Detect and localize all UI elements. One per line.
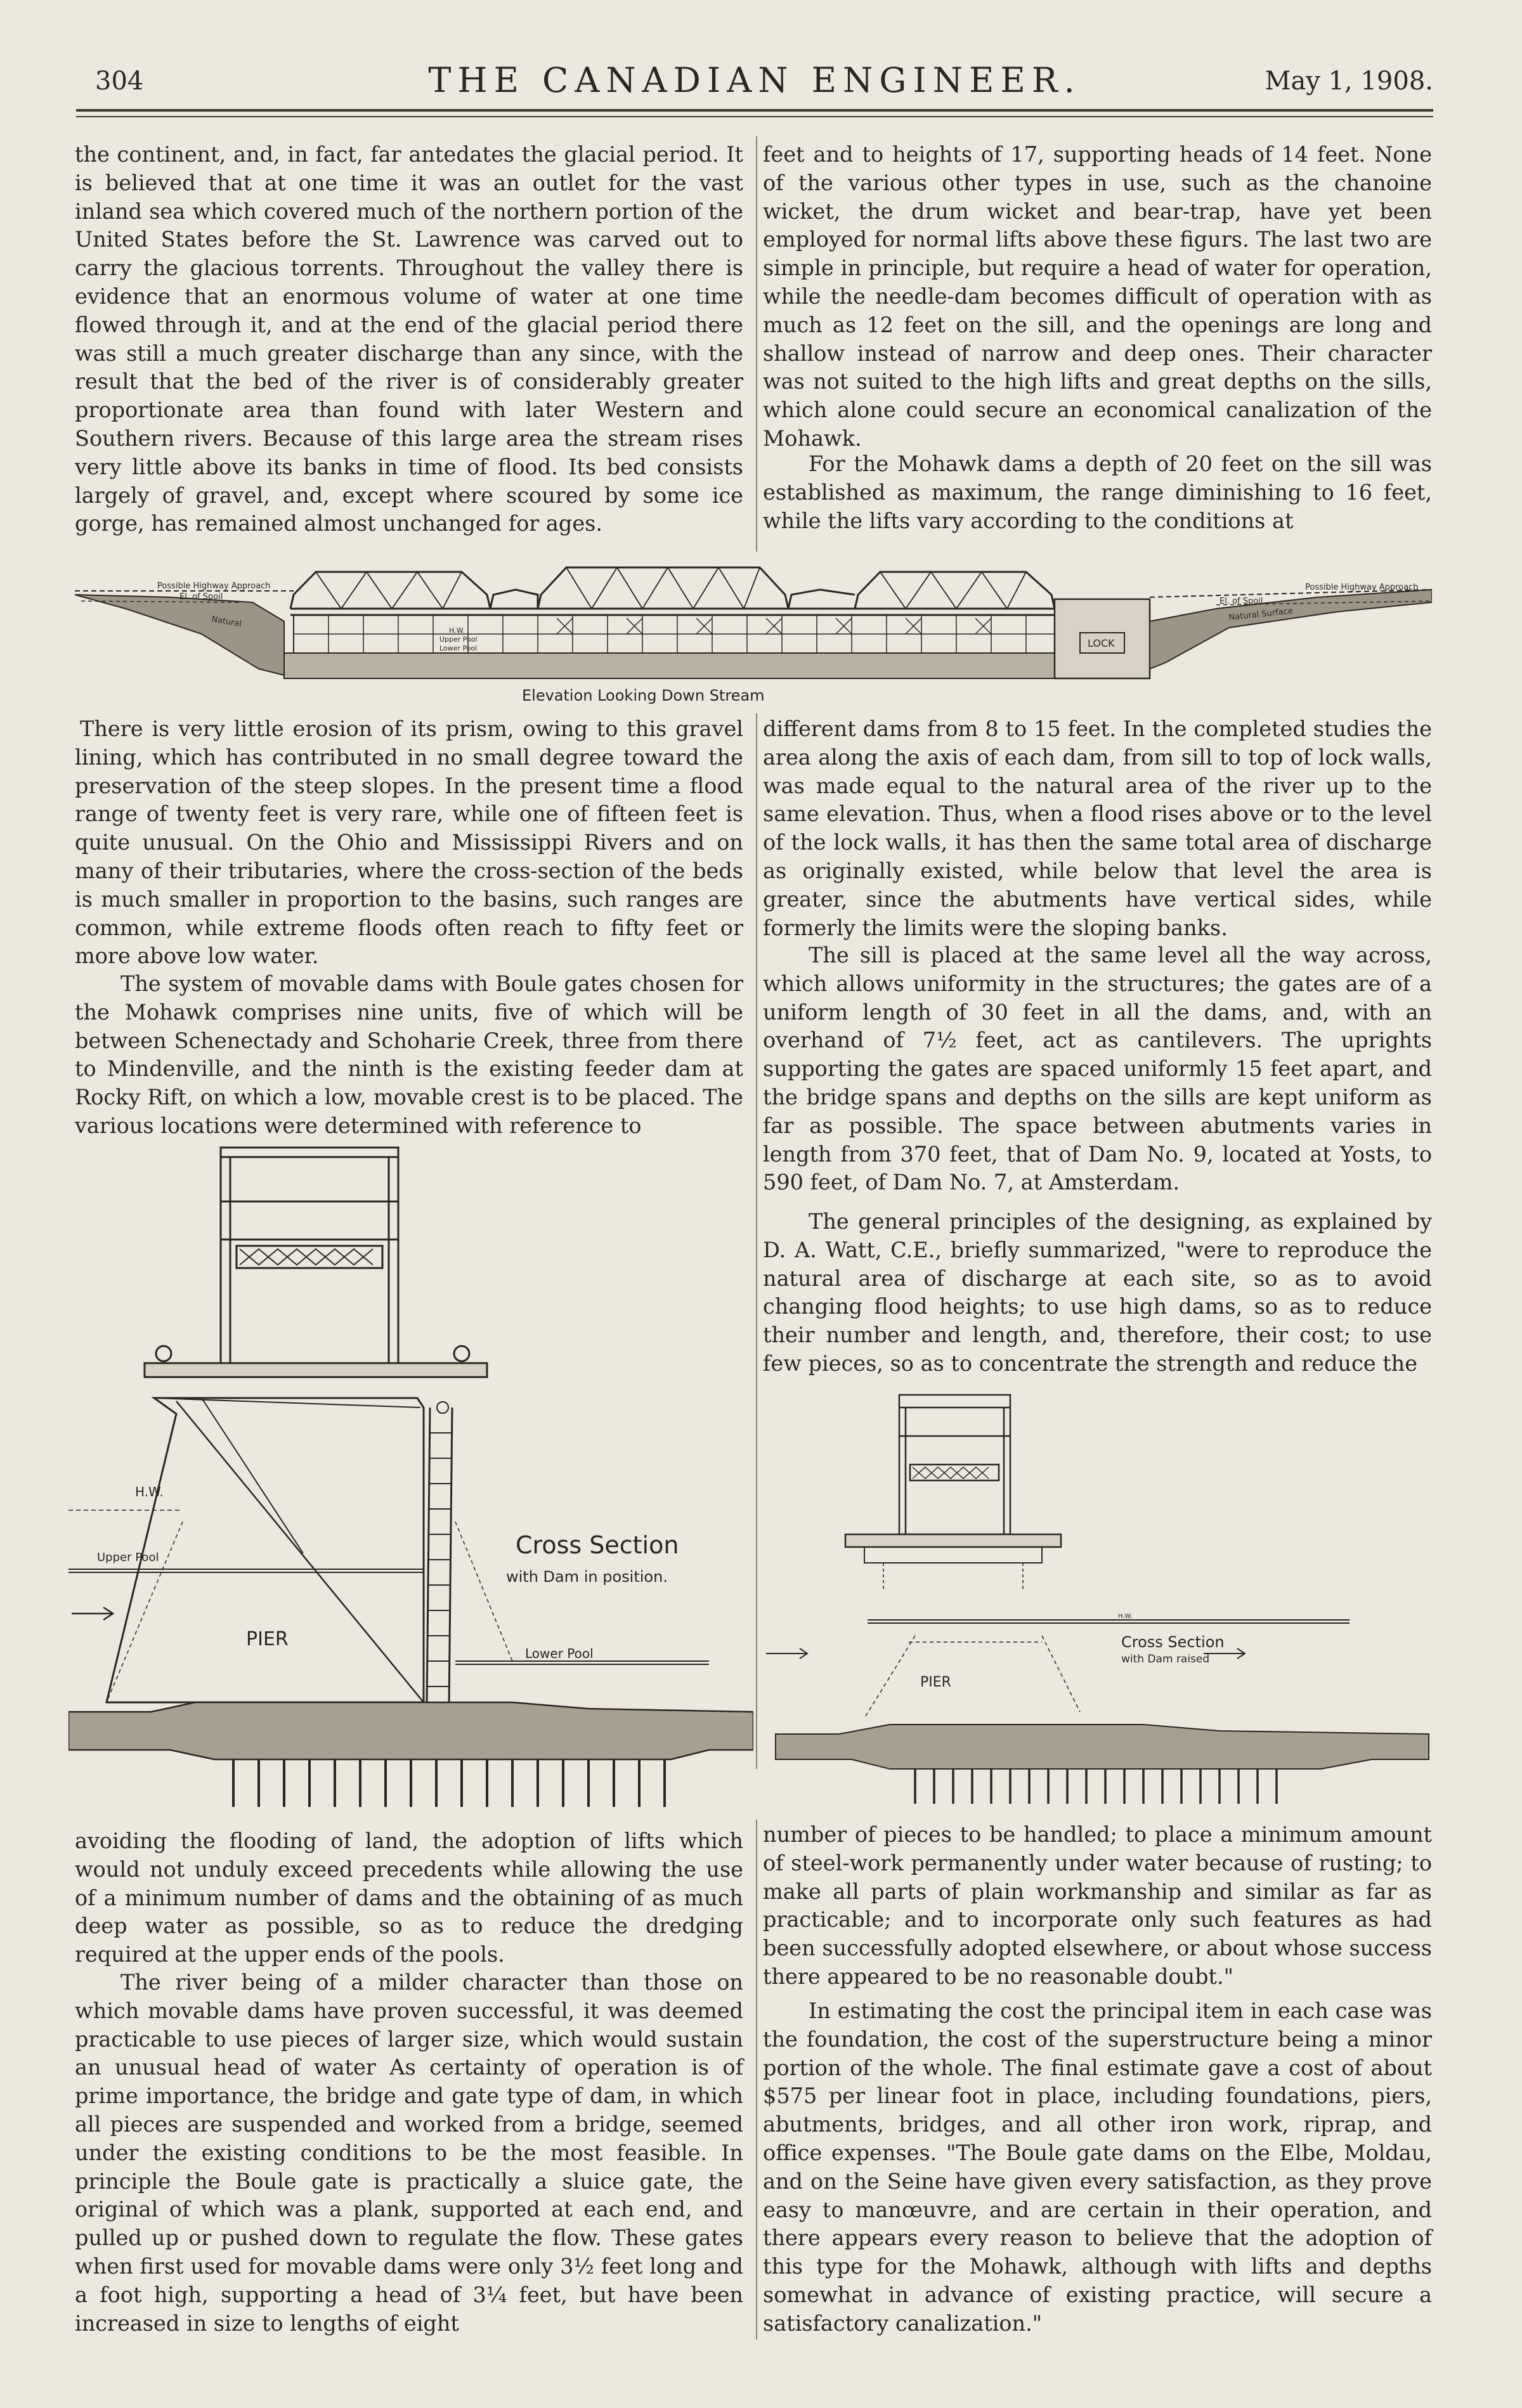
cross-section-dam-in-position-figure (68, 1141, 753, 1813)
right-highway-label: Possible Highway Approach (1305, 583, 1419, 592)
page-header (76, 60, 1433, 105)
elevation-caption: Elevation Looking Down Stream (522, 687, 765, 704)
col2-bottom-paragraph-1: number of pieces to be handled; to place a minimum amount of steel-work permanently under water because of rusting; to make all parts of plain workmanship and similar as far as practicable; and to incorporate only such features as had been successfully adopted elsewhere, or about whose success there appeared to be no reasonable doubt." (763, 1822, 1432, 1989)
col1-mid-paragraph-1: There is very little erosion of its prism, owing to this gravel lining, which has contributed in no small degree toward the preservation of the steep slopes. In the present time a flood range of twenty feet is very rare, while one of fifteen feet is quite unusual. On the Ohio and Mississippi Rivers and on many of their tributaries, where the cross-section of the beds is much smaller in proportion to the basins, such ranges are common, while extreme floods often reach to fifty feet or more above low water. (75, 716, 743, 969)
col2-mid-paragraph-2: The sill is placed at the same level all the way across, which allows uniformity in the structures; the gates are of a uniform length of 30 feet in all the dams, and, with an overhand of 7½ feet, act as cantilevers. The uprights supporting the gates are spaced uniformly 15 feet apart, and the bridge spans and depths on the sills are kept uniform as far as possible. The space between abutments varies in length from 370 feet, that of Dam No. 9, located at Yosts, to 590 feet, of Dam No. 7, at Amsterdam. (763, 943, 1432, 1195)
elevation-figure (75, 558, 1432, 710)
column-divider (756, 136, 757, 552)
cs2-title: Cross Section (1121, 1633, 1225, 1651)
cs1-upper-pool-label: Upper Pool (97, 1551, 159, 1564)
elev-hw-label: H.W. (449, 626, 465, 635)
col1-top-paragraph: the continent, and, in fact, far antedates the glacial period. It is believed that at one time it was an outlet for the vast inland sea which covered much of the northern portion of the United States before the St. Lawrence was carved out to carry the glacious torrents. Throughout the valley there is evidence that an enormous volume of water at one time flowed through it, and at the end of the glacial period there was still a much greater discharge than any since, with the result that the bed of the river is of considerably greater proportionate area than found with later Western and Southern rivers. Because of this large area the stream rises very little above its banks in time of flood. Its bed consists largely of gravel, and, except where scoured by some ice gorge, has remained almost unchanged for ages. (75, 142, 743, 536)
cs1-subtitle: with Dam in position. (506, 1568, 668, 1586)
header-rule-thin (76, 116, 1433, 117)
col2-mid-paragraph-1: different dams from 8 to 15 feet. In the completed studies the area along the axis of each dam, from sill to top of lock walls, was made equal to the natural area of the river up to the same elevation. Thus, when a flood rises above or to the level of the lock walls, it has then the same total area of discharge as originally existed, while below that level the area is greater, since the abutments have vertical sides, while formerly the limits were the sloping banks. (763, 716, 1432, 940)
issue-date: May 1, 1908. (1265, 67, 1433, 96)
col2-top-paragraph: feet and to heights of 17, supporting heads of 14 feet. None of the various other types in use, such as the chanoine wicket, the drum wicket and bear-trap, have yet been employed for normal lifts above these figurs. The last two are simple in principle, but require a head of water for operation, while the needle-dam becomes difficult of operation with as much as 12 feet on the sill, and the openings are long and shallow instead of narrow and deep ones. Their character was not suited to the high lifts and great depths on the sills, which alone could secure an economical canalization of the Mohawk. (763, 142, 1432, 451)
col2-mid-paragraph-3: The general principles of the designing, as explained by D. A. Watt, C.E., briefly summarized, "were to reproduce the natural area of discharge at each site, so as to avoid changing flood heights; to use high dams, so as to reduce their number and length, and, therefore, their cost; to use few pieces, so as to concentrate the strength and reduce the (763, 1209, 1432, 1376)
column-divider (756, 713, 757, 1769)
page-number: 304 (95, 67, 144, 96)
left-natural-label: Natural (211, 614, 243, 630)
col1-mid-paragraph-2: The system of movable dams with Boule gates chosen for the Mohawk comprises nine units, five of which will be between Schenectady and Schoharie Creek, three from there to Mindenville, and the ninth is the existing feeder dam at Rocky Rift, on which a low, movable crest is to be placed. The various locations were determined with reference to (75, 971, 743, 1138)
elev-upper-pool-label: Upper Pool (439, 635, 478, 644)
col2-top-paragraph-2: For the Mohawk dams a depth of 20 feet on the sill was established as maximum, the range diminishing to 16 feet, while the lifts vary according to the conditions at (763, 451, 1432, 533)
cs2-pier-label: PIER (920, 1674, 951, 1690)
cs1-title: Cross Section (516, 1531, 679, 1559)
journal-title: THE CANADIAN ENGINEER. (428, 60, 1081, 100)
col1-bottom-paragraph-2: The river being of a milder character than those on which movable dams have proven successful, it was deemed practicable to use pieces of larger size, which would sustain an unusual head of water As certainty of operation is of prime importance, the bridge and gate type of dam, in which all pieces are suspended and worked from a bridge, seemed under the existing conditions to be the most feasible. In principle the Boule gate is practically a sluice gate, the original of which was a plank, supported at each end, and pulled up or pushed down to regulate the flow. These gates when first used for movable dams were only 3½ feet long and a foot high, supporting a head of 3¼ feet, but have been increased in size to lengths of eight (75, 1970, 743, 2336)
left-spoil-label: El. of Spoil (179, 592, 223, 602)
header-rule (76, 109, 1433, 112)
right-spoil-label: El. of Spoil (1220, 597, 1263, 606)
right-natural-label: Natural Surface (1228, 606, 1294, 623)
left-highway-label: Possible Highway Approach (157, 581, 271, 591)
cs2-subtitle: with Dam raised (1121, 1653, 1210, 1666)
elev-lower-pool-label: Lower Pool (439, 644, 478, 652)
lock-label: LOCK (1088, 637, 1115, 649)
col2-bottom-paragraph-2: In estimating the cost the principal item in each case was the foundation, the cost of the superstructure being a minor portion of the whole. The final estimate gave a cost of about $575 per linear foot in place, including foundations, piers, abutments, bridges, and all other iron work, riprap, and office expenses. "The Boule gate dams on the Elbe, Moldau, and on the Seine have given every satisfaction, as they prove easy to manœuvre, and are certain in their operation, and there appears every reason to believe that the adoption of this type for the Mohawk, although with lifts and depths somewhat in advance of existing practice, will secure a satisfactory canalization." (763, 1998, 1432, 2336)
cs1-hw-label: H.W. (135, 1484, 164, 1499)
cs2-hw-label: H.W. (1118, 1613, 1133, 1620)
cross-section-dam-raised-figure (763, 1388, 1435, 1807)
cs1-pier-label: PIER (246, 1628, 289, 1650)
cs1-lower-pool-label: Lower Pool (525, 1646, 594, 1661)
col1-bottom-paragraph-1: avoiding the flooding of land, the adoption of lifts which would not unduly exceed precedents while allowing the use of a minimum number of dams and the obtaining of as much deep water as possible, so as to reduce the dredging required at the upper ends of the pools. (75, 1829, 743, 1967)
column-divider (756, 1820, 757, 2340)
